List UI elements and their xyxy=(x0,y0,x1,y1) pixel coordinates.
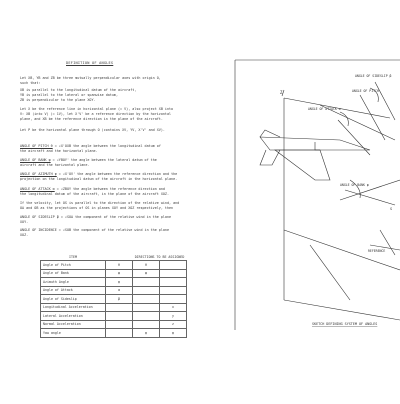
extra-line: XOY. xyxy=(20,220,29,224)
attack-label: ANGLE OF ATTACK α xyxy=(308,107,341,111)
definition-attack-cont: the longitudinal datum of the aircraft, in the plane of the aircraft XOZ. xyxy=(20,192,170,196)
aircraft-canopy xyxy=(315,142,320,150)
sideslip-label: ANGLE OF SIDESLIP β xyxy=(355,74,392,78)
parameter-table xyxy=(40,254,187,338)
definition-bank-cont: aircraft and the horizontal plane. xyxy=(20,163,90,167)
para-line: ZB is perpendicular to the plane XOY. xyxy=(20,98,96,102)
sketch-caption: SKETCH DEFINING SYSTEM OF ANGLES xyxy=(312,322,378,326)
ground-line xyxy=(284,300,400,320)
extra-line: ANGLE OF INCIDENCE = ∠SOB the component of the relative wind in the plane xyxy=(20,228,170,232)
reference-label: REFERENCE xyxy=(368,249,386,253)
angle-sketch xyxy=(220,0,400,400)
ground-line xyxy=(310,245,350,300)
sketch-page xyxy=(220,0,400,400)
table-row: Angle of Sideslip β xyxy=(41,295,187,304)
table-row: Normal Acceleration z xyxy=(41,320,187,329)
definition-bank: ANGLE OF BANK φ = ∠YBOY' the angle between the lateral datum of the xyxy=(20,158,157,162)
extra-line: XOZ. xyxy=(20,233,29,237)
definition-attack: ANGLE OF ATTACK α = ∠ZBOY the angle between the reference direction and xyxy=(20,187,165,191)
table-row: Yaw angle ψ ψ xyxy=(41,329,187,338)
para-line: V: XB (into V) (= 1V), let X'V' be a reference direction by the horizontal xyxy=(20,112,172,116)
para-line: YB is parallel to the lateral or spanwise datum, xyxy=(20,93,118,97)
table-header-row: ITEM DIRECTIONS TO BE ASSIGNED xyxy=(69,255,185,259)
definition-azimuth: ANGLE OF AZIMUTH ψ = ∠X'OV' the angle between the reference direction and the xyxy=(20,172,178,176)
table-row: Longitudinal Acceleration x xyxy=(41,303,187,312)
extra-line: ANGLE OF SIDESLIP β = ∠SOA the component of the relative wind in the plane xyxy=(20,215,172,219)
plane-s-label: S xyxy=(390,207,393,211)
bank-label: ANGLE OF BANK φ xyxy=(340,183,369,187)
para-line: Let XB, YB and ZB be three mutually perpendicular axes with origin O, xyxy=(20,76,161,80)
table-row: Azimuth Angle ψ xyxy=(41,278,187,287)
aircraft-tail-plane xyxy=(260,150,280,165)
table-row: Angle of Bank φ φ xyxy=(41,269,187,278)
z-axis-label: Z xyxy=(280,90,283,95)
construction-line xyxy=(345,190,395,205)
table-row: Angle of Attack α xyxy=(41,286,187,295)
construction-line xyxy=(360,95,385,140)
page-heading: DEFINITION OF ANGLES xyxy=(66,61,114,65)
para-line: Let X be the reference line in horizontal plane (= V), also project XB into xyxy=(20,107,174,111)
para-line: such that: xyxy=(20,81,41,85)
definition-azimuth-cont: projection on the longitudinal datum of the aircraft in the horizontal plane. xyxy=(20,177,178,181)
definition-pitch: ANGLE OF PITCH θ = ∠X'OXB the angle between the longitudinal datum of xyxy=(20,144,161,148)
table-row: Angle of Pitch θ θ xyxy=(41,261,187,270)
para-line: XB is parallel to the longitudinal datum of the aircraft, xyxy=(20,88,137,92)
para-line: plane, and XB be the reference direction in the plane of the aircraft. xyxy=(20,117,163,121)
note-line: Let P be the horizontal plane through O (contains XV, YV, X'V' and XV). xyxy=(20,128,165,132)
extra-line: If the velocity, let OS is parallel to the direction of the relative wind, and xyxy=(20,201,180,205)
pitch-label: ANGLE OF PITCH xyxy=(352,89,379,93)
extra-line: OA and OB as the projections of OS in planes XOY and XOZ respectively, then xyxy=(20,206,174,210)
definition-pitch-cont: the aircraft and the horizontal plane. xyxy=(20,149,98,153)
table-row: Lateral Acceleration y xyxy=(41,312,187,321)
aircraft-tail-fin xyxy=(260,130,280,137)
aircraft-wing xyxy=(275,150,330,180)
